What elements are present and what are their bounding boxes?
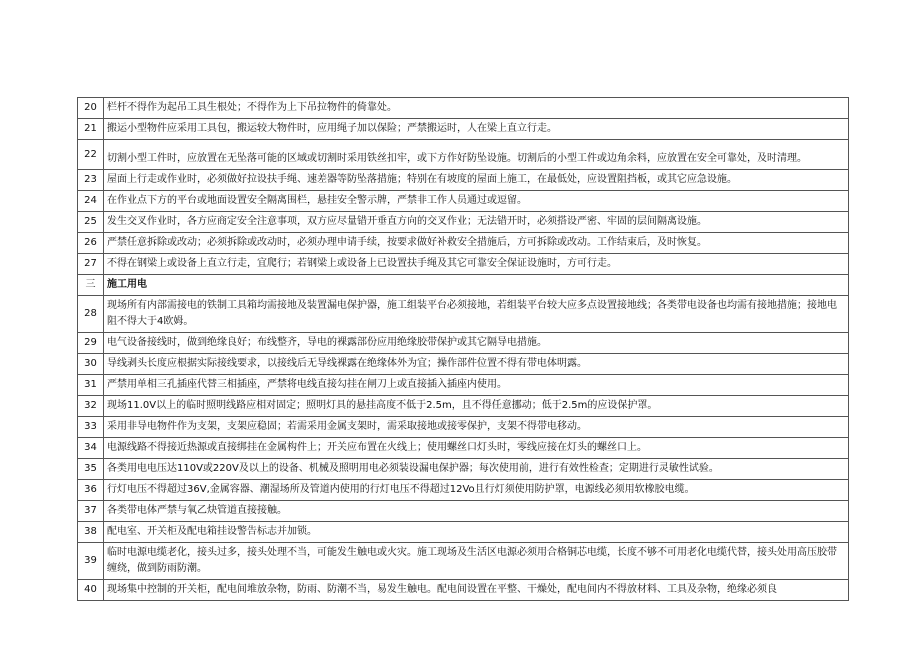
row-number: 23: [78, 170, 104, 191]
safety-measures-table: [77, 97, 849, 601]
row-text: 采用非导电物件作为支架，支架应稳固；若需采用金属支架时，需采取接地或接零保护，支架不得带电移动。: [104, 417, 849, 438]
row-text: 行灯电压不得超过36V,金属容器、潮湿场所及管道内使用的行灯电压不得超过12Vo且行灯须使用防护罩，电源线必须用软橡胶电缆。: [104, 480, 849, 501]
row-text: 严禁任意拆除或改动；必须拆除或改动时，必须办理申请手续，按要求做好补救安全措施后，方可拆除或改动。工作结束后，及时恢复。: [104, 233, 849, 254]
row-text: 配电室、开关柜及配电箱挂设警告标志并加锁。: [104, 522, 849, 543]
row-number: 31: [78, 375, 104, 396]
row-number: 26: [78, 233, 104, 254]
row-number: 27: [78, 254, 104, 275]
row-text: 电源线路不得接近热源或直接绑挂在金属构件上；开关应布置在火线上；使用螺丝口灯头时，零线应接在灯头的螺丝口上。: [104, 438, 849, 459]
row-text: 各类用电电压达110V或220V及以上的设备、机械及照明用电必须装设漏电保护器；每次使用前，进行有效性检查；定期进行灵敏性试验。: [104, 459, 849, 480]
table-row: [78, 119, 849, 140]
row-text: 在作业点下方的平台或地面设置安全隔离围栏，悬挂安全警示牌，严禁非工作人员通过或逗留。: [104, 191, 849, 212]
table-row: [78, 170, 849, 191]
table-row: [78, 333, 849, 354]
section-header-row: [78, 275, 849, 296]
row-number: 30: [78, 354, 104, 375]
row-number: 21: [78, 119, 104, 140]
row-number: 28: [78, 296, 104, 333]
row-number: 32: [78, 396, 104, 417]
table-row: [78, 233, 849, 254]
row-number: 20: [78, 98, 104, 119]
table-row: [78, 438, 849, 459]
row-number: 25: [78, 212, 104, 233]
row-text: 切割小型工件时，应放置在无坠落可能的区域或切割时采用铁丝扣牢，或下方作好防坠设施。切割后的小型工件或边角余料，应放置在安全可靠处，及时清理。: [104, 140, 849, 170]
row-text: 各类带电体严禁与氧乙炔管道直接接触。: [104, 501, 849, 522]
table-row: [78, 522, 849, 543]
row-text: 栏杆不得作为起吊工具生根处；不得作为上下吊拉物件的倚靠处。: [104, 98, 849, 119]
table-row: [78, 375, 849, 396]
table-row: [78, 140, 849, 170]
row-number: 38: [78, 522, 104, 543]
table-row: [78, 396, 849, 417]
table-row: [78, 254, 849, 275]
row-text: 电气设备接线时，做到绝缘良好；布线整齐，导电的裸露部份应用绝缘胶带保护或其它隔导电措施。: [104, 333, 849, 354]
row-text: 现场11.0V以上的临时照明线路应相对固定；照明灯具的悬挂高度不低于2.5m，且不得任意挪动；低于2.5m的应设保护罩。: [104, 396, 849, 417]
row-text: 不得在钢梁上或设备上直立行走，宜爬行；若钢梁上或设备上已设置扶手绳及其它可靠安全保证设施时，方可行走。: [104, 254, 849, 275]
row-number: 39: [78, 543, 104, 580]
row-number: 29: [78, 333, 104, 354]
table-row: [78, 296, 849, 333]
row-number: 35: [78, 459, 104, 480]
row-text: 严禁用单相三孔插座代替三相插座，严禁将电线直接勾挂在闸刀上或直接插入插座内使用。: [104, 375, 849, 396]
table-row: [78, 212, 849, 233]
table-row: [78, 417, 849, 438]
row-number: 33: [78, 417, 104, 438]
row-text: 屋面上行走或作业时，必须做好拉设扶手绳、速差器等防坠落措施；特别在有坡度的屋面上施工，在最低处，应设置阻挡板，或其它应急设施。: [104, 170, 849, 191]
table-row: [78, 543, 849, 580]
row-number: 22: [78, 140, 104, 170]
row-text: 搬运小型物件应采用工具包，搬运较大物件时，应用绳子加以保险；严禁搬运时，人在梁上直立行走。: [104, 119, 849, 140]
row-text: 发生交叉作业时，各方应商定安全注意事项，双方应尽量错开垂直方向的交叉作业；无法错开时，必须搭设严密、牢固的层间隔离设施。: [104, 212, 849, 233]
row-text: 现场集中控制的开关柜，配电间堆放杂物，防雨、防潮不当，易发生触电。配电间设置在平整、干燥处，配电间内不得放材料、工具及杂物，绝缘必须良: [104, 580, 849, 601]
table-row: [78, 98, 849, 119]
row-text: 导线剥头长度应根据实际接线要求，以接线后无导线裸露在绝缘体外为宜；操作部件位置不得有带电体明露。: [104, 354, 849, 375]
row-number: 36: [78, 480, 104, 501]
table-row: [78, 191, 849, 212]
row-number: 40: [78, 580, 104, 601]
table-row: [78, 580, 849, 601]
row-number: 34: [78, 438, 104, 459]
table-row: [78, 501, 849, 522]
table-row: [78, 354, 849, 375]
row-number: 24: [78, 191, 104, 212]
section-title: 施工用电: [104, 275, 849, 296]
row-text: 现场所有内部需接电的铁制工具箱均需接地及装置漏电保护器，施工组装平台必须接地，若组装平台较大应多点设置接地线；各类带电设备也均需有接地措施；接地电阻不得大于4欧姆。: [104, 296, 849, 333]
table-row: [78, 459, 849, 480]
row-text: 临时电源电缆老化，接头过多，接头处理不当，可能发生触电或火灾。施工现场及生活区电源必须用合格铜芯电缆，长度不够不可用老化电缆代替，接头处用高压胶带缠绕，做到防雨防潮。: [104, 543, 849, 580]
row-number: 三: [78, 275, 104, 296]
table-row: [78, 480, 849, 501]
row-number: 37: [78, 501, 104, 522]
